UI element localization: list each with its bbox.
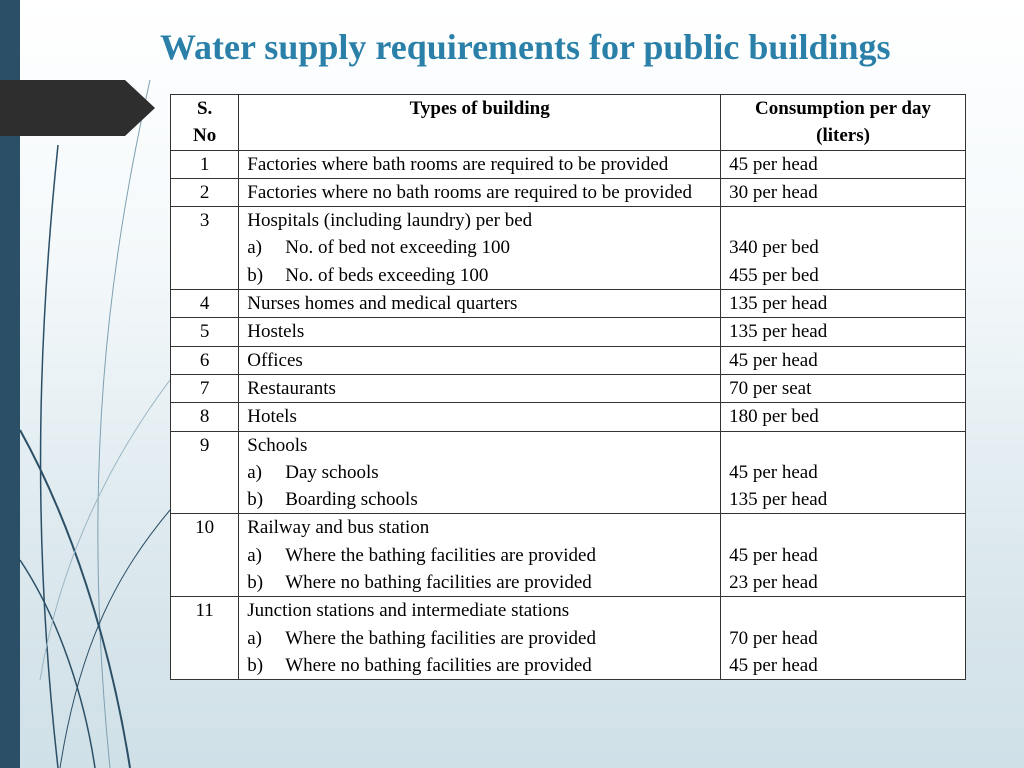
table-row	[171, 318, 966, 346]
sub-item-marker: a)	[247, 544, 263, 566]
building-type-label: Railway and bus station	[247, 517, 430, 539]
sub-item-label: Day schools	[285, 461, 379, 483]
building-type	[239, 514, 721, 597]
sub-item-label: Where no bathing facilities are provided	[285, 654, 592, 676]
sub-item-marker: a)	[247, 461, 263, 483]
sub-item-marker: b)	[247, 489, 264, 511]
sub-item-consumption: 45 per head	[729, 544, 818, 566]
consumption-value: 30 per head	[721, 178, 966, 206]
sub-item	[247, 459, 712, 486]
table-body	[171, 150, 966, 680]
consumption-value: 70 per seat	[721, 374, 966, 402]
sub-item-label: Where the bathing facilities are provided	[285, 627, 596, 649]
sub-item-consumption: 70 per head	[729, 627, 818, 649]
water-supply-table	[170, 94, 966, 680]
building-type: Factories where bath rooms are required to be provided	[239, 150, 721, 178]
consumption-value: 45 per head	[721, 150, 966, 178]
table-row	[171, 346, 966, 374]
sub-item-marker: b)	[247, 572, 264, 594]
row-number: 6	[171, 346, 239, 374]
consumption-value	[721, 431, 966, 514]
table-row	[171, 207, 966, 290]
sub-item-consumption: 45 per head	[729, 461, 818, 483]
row-number: 8	[171, 403, 239, 431]
sub-item-label: No. of bed not exceeding 100	[285, 237, 511, 259]
consumption-value: 180 per bed	[721, 403, 966, 431]
sub-item-consumption: 23 per head	[729, 572, 818, 594]
page-title: Water supply requirements for public buildings	[160, 27, 891, 67]
table-row	[171, 514, 966, 597]
consumption-value	[721, 597, 966, 680]
row-number: 4	[171, 290, 239, 318]
table-row	[171, 431, 966, 514]
table-row	[171, 597, 966, 680]
sub-item-consumption: 340 per bed	[729, 237, 819, 259]
row-number: 2	[171, 178, 239, 206]
building-type: Offices	[239, 346, 721, 374]
sub-item	[247, 569, 712, 596]
building-type	[239, 431, 721, 514]
header-type: Types of building	[239, 95, 721, 151]
sub-item	[247, 262, 712, 289]
building-type-label: Hospitals (including laundry) per bed	[247, 210, 533, 232]
building-type-label: Junction stations and intermediate stations	[247, 600, 570, 622]
sub-item	[247, 234, 712, 261]
sub-item-marker: b)	[247, 654, 264, 676]
building-type: Restaurants	[239, 374, 721, 402]
sub-item-marker: b)	[247, 264, 264, 286]
row-number: 1	[171, 150, 239, 178]
table-row	[171, 178, 966, 206]
table-row	[171, 290, 966, 318]
row-number: 9	[171, 431, 239, 514]
row-number: 3	[171, 207, 239, 290]
consumption-value: 135 per head	[721, 290, 966, 318]
consumption-value	[721, 207, 966, 290]
building-type	[239, 207, 721, 290]
sub-item-consumption: 455 per bed	[729, 264, 819, 286]
sub-item-consumption: 45 per head	[729, 654, 818, 676]
sub-item-consumption: 135 per head	[729, 489, 828, 511]
building-type-label: Schools	[247, 434, 308, 456]
building-type: Nurses homes and medical quarters	[239, 290, 721, 318]
building-type: Hostels	[239, 318, 721, 346]
arrow-tab-icon	[0, 80, 155, 136]
sub-item-label: No. of beds exceeding 100	[285, 264, 489, 286]
sub-item	[247, 486, 712, 513]
table-row	[171, 403, 966, 431]
sub-item-label: Where no bathing facilities are provided	[285, 572, 592, 594]
table-row	[171, 150, 966, 178]
consumption-value	[721, 514, 966, 597]
table-row	[171, 374, 966, 402]
sub-item	[247, 542, 712, 569]
row-number: 7	[171, 374, 239, 402]
sub-item	[247, 652, 712, 679]
building-type	[239, 597, 721, 680]
building-type: Hotels	[239, 403, 721, 431]
consumption-value: 45 per head	[721, 346, 966, 374]
header-sno: S. No	[171, 95, 239, 151]
building-type: Factories where no bath rooms are required to be provided	[239, 178, 721, 206]
header-consumption: Consumption per day (liters)	[721, 95, 966, 151]
sub-item	[247, 625, 712, 652]
sub-item-marker: a)	[247, 627, 263, 649]
row-number: 5	[171, 318, 239, 346]
sub-item-marker: a)	[247, 237, 263, 259]
sub-item-label: Where the bathing facilities are provided	[285, 544, 596, 566]
consumption-value: 135 per head	[721, 318, 966, 346]
row-number: 10	[171, 514, 239, 597]
row-number: 11	[171, 597, 239, 680]
sub-item-label: Boarding schools	[285, 489, 418, 511]
table-header-row	[171, 95, 966, 151]
